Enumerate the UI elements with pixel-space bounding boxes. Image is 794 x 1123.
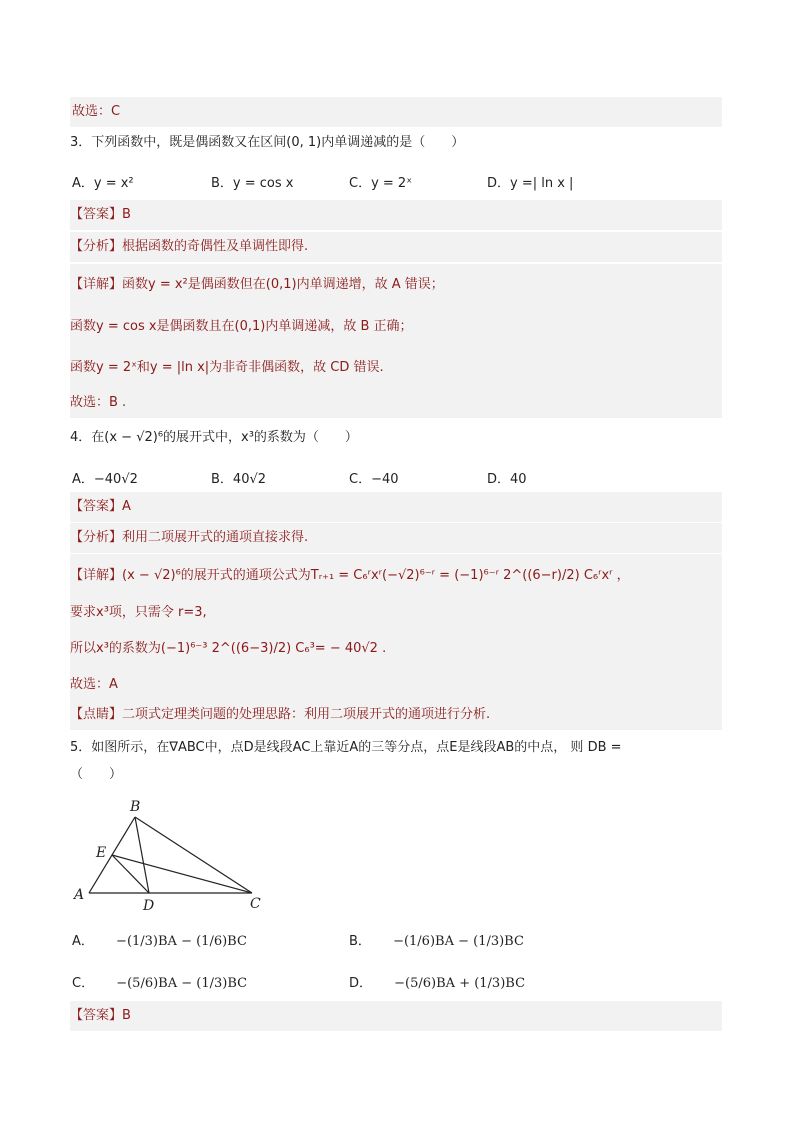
q4-detail-1-text: (x − √2)⁶的展开式的通项公式为Tᵣ₊₁ = C₆ʳxʳ(−√2)⁶⁻ʳ = (−1)⁶⁻ʳ 2^((6−r)/2) C₆ʳxʳ ， bbox=[122, 568, 630, 583]
q3-analysis bbox=[70, 232, 722, 262]
point-label-d: D bbox=[143, 898, 155, 914]
q3-detail-tag: 【详解】 bbox=[70, 277, 123, 292]
q3-detail-2-text: 函数y = cos x是偶函数且在(0,1)内单调递减，故 B 正确； bbox=[70, 319, 413, 334]
q5-option-b: B． −(1/6)BA − (1/3)BC bbox=[349, 934, 524, 949]
q3-answer-tag: 【答案】 bbox=[70, 207, 123, 222]
q3-detail-1-text: 函数y = x²是偶函数但在(0,1)内单调递增，故 A 错误； bbox=[122, 277, 444, 292]
q3-option-a: A．y = x² bbox=[72, 176, 134, 191]
q4-final-answer: 故选：A bbox=[70, 670, 722, 700]
q4-detail-3 bbox=[70, 628, 722, 670]
q3-final-answer: 故选：B . bbox=[70, 388, 722, 418]
q4-option-b: B．40√2 bbox=[211, 472, 267, 487]
q4-option-c: C．−40 bbox=[349, 472, 399, 487]
q3-detail-3-text: 函数y = 2ˣ和y = |ln x|为非奇非偶函数，故 CD 错误. bbox=[70, 360, 384, 375]
q5-stem-bracket: （ ） bbox=[70, 767, 123, 782]
prev-final-answer: 故选：C bbox=[70, 97, 722, 127]
point-label-e: E bbox=[96, 845, 107, 861]
point-label-b: B bbox=[130, 799, 141, 815]
q5-answer-value: B bbox=[122, 1008, 131, 1023]
q4-analysis: 【分析】利用二项展开式的通项直接求得. bbox=[70, 523, 722, 553]
q3-option-d: D．y =| ln x | bbox=[487, 176, 574, 191]
q3-answer-value: B bbox=[122, 207, 131, 222]
segment-bc bbox=[135, 817, 252, 893]
q5-option-d-expr: −(5/6)BA + (1/3)BC bbox=[394, 976, 526, 991]
q5-stem bbox=[70, 733, 722, 763]
q5-stem-text: 5．如图所示，在∇ABC中，点D是线段AC上靠近A的三等分点，点E是线段AB的中点， 则 DB = bbox=[70, 740, 622, 755]
q4-stem bbox=[70, 423, 722, 453]
q4-comment: 【点睛】二项式定理类问题的处理思路：利用二项展开式的通项进行分析. bbox=[70, 700, 722, 730]
q5-option-c-expr: −(5/6)BA − (1/3)BC bbox=[116, 976, 248, 991]
q5-option-c: C． −(5/6)BA − (1/3)BC bbox=[72, 976, 248, 991]
q4-answer: 【答案】A bbox=[70, 492, 722, 522]
q4-comment-text: 二项式定理类问题的处理思路：利用二项展开式的通项进行分析. bbox=[122, 707, 491, 722]
q5-option-d: D． −(5/6)BA + (1/3)BC bbox=[349, 976, 526, 991]
q3-stem bbox=[70, 128, 722, 158]
triangle-figure bbox=[70, 795, 280, 915]
q5-option-b-expr: −(1/6)BA − (1/3)BC bbox=[393, 934, 524, 949]
q4-detail-2-text: 要求x³项，只需令 r=3, bbox=[70, 605, 207, 620]
q5-answer: 【答案】B bbox=[70, 1001, 722, 1031]
q3-stem-text: 3．下列函数中，既是偶函数又在区间(0, 1)内单调递减的是（ ） bbox=[70, 135, 465, 150]
q4-analysis-text: 利用二项展开式的通项直接求得. bbox=[122, 530, 309, 545]
point-label-a: A bbox=[74, 887, 85, 903]
q3-detail-1 bbox=[70, 264, 722, 306]
q3-detail-2 bbox=[70, 306, 722, 348]
q3-detail-3 bbox=[70, 348, 722, 388]
q4-option-a: A．−40√2 bbox=[72, 472, 138, 487]
point-label-c: C bbox=[250, 896, 261, 912]
q4-answer-value: A bbox=[122, 499, 131, 514]
q4-detail-3-text: 所以x³的系数为(−1)⁶⁻³ 2^((6−3)/2) C₆³= − 40√2 . bbox=[70, 641, 387, 656]
q4-option-d: D．40 bbox=[487, 472, 527, 487]
q4-detail-1: 【详解】(x − √2)⁶的展开式的通项公式为Tᵣ₊₁ = C₆ʳxʳ(−√2)⁶⁻ʳ = (−1)⁶⁻ʳ 2^((6−r)/2) C₆ʳxʳ ， bbox=[70, 554, 722, 598]
q3-option-c: C．y = 2ˣ bbox=[349, 176, 412, 191]
q3-analysis-text: 根据函数的奇偶性及单调性即得. bbox=[122, 239, 309, 254]
q5-option-a-expr: −(1/3)BA − (1/6)BC bbox=[116, 934, 247, 949]
q3-analysis-tag: 【分析】 bbox=[70, 239, 123, 254]
q3-answer bbox=[70, 200, 722, 230]
q4-detail-2 bbox=[70, 598, 722, 628]
segment-ec bbox=[112, 855, 252, 893]
q5-option-a: A． −(1/3)BA − (1/6)BC bbox=[72, 934, 247, 949]
q4-stem-text: 4．在(x − √2)⁶的展开式中，x³的系数为（ ） bbox=[70, 430, 358, 445]
q3-option-b: B．y = cos x bbox=[211, 176, 294, 191]
